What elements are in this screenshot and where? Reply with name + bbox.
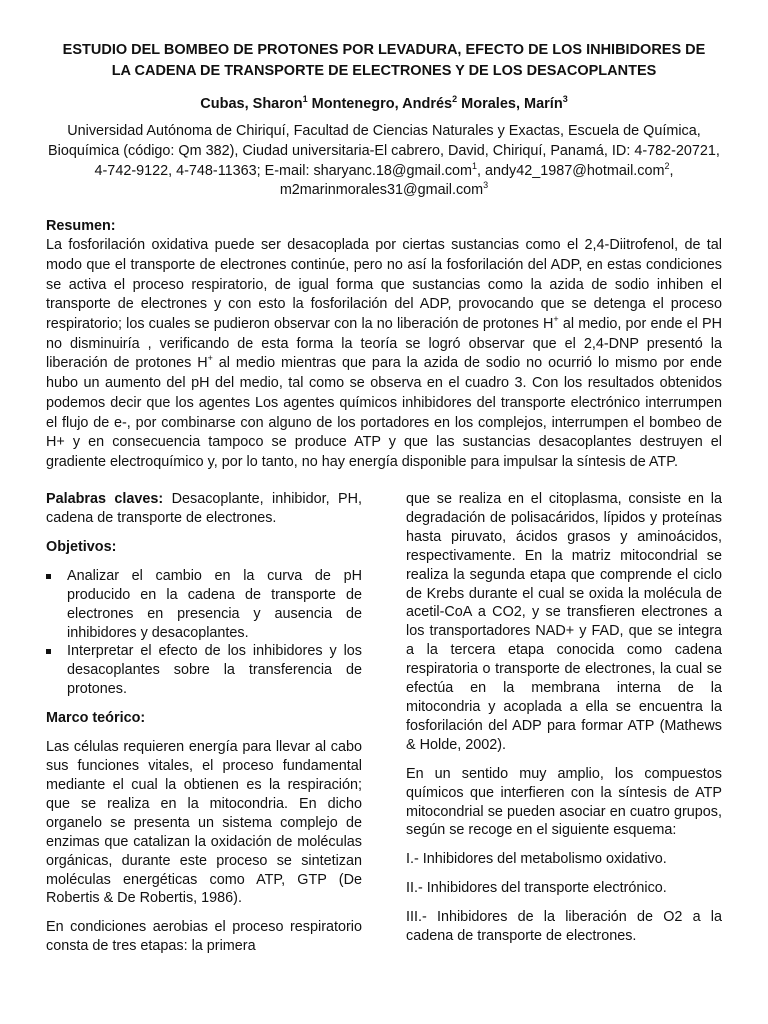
abstract-sup-2: + xyxy=(207,353,213,364)
theory-paragraph-2: En condiciones aerobias el proceso respiratorio consta de tres etapas: la primera xyxy=(46,919,362,955)
author-2-sup: 2 xyxy=(452,94,458,105)
abstract-part-3: al medio mientras que para la azida de sodio no ocurrió lo mismo por ende hubo un aumento del pH del medio, tal como se observa en el cuadro 3. Con los resultados obtenidos podemos decir que los agentes Los agentes químicos inhibidores del transporte electrónico interrumpen el flujo de e-, por combinarse con alguno de los portadores en los complejos, interrumpen el bombeo de H+ y en consecuencia tampoco se produce ATP y que las sustancias desacoplantes destruyen el gradiente electroquímico y, por lo tanto, no hay energía disponible para impulsar la síntesis de ATP. xyxy=(46,355,722,470)
list-item xyxy=(46,642,362,699)
objective-text: Interpretar el efecto de los inhibidores y los desacoplantes sobre la transferencia de protones. xyxy=(67,643,362,698)
right-paragraph-1: que se realiza en el citoplasma, consiste en la degradación de polisacáridos, lípidos y proteínas hasta piruvato, ácidos grasos y aminoácidos, respectivamente. En la matriz mitocondrial se realiza la segunda etapa que comprende el ciclo de Krebs durante el cual se oxida la molécula de acetil-CoA a CO2, y se transfieren electrones a los transportadores NAD+ y FAD, que se integra a la tercera etapa conocida como cadena respiratoria o transporte de electrones, la cual se efectúa en la membrana interna de la mitocondria y acoplada a ella se encuentra la fosforilación del ADP para formar ATP (Mathews & Holde, 2002). xyxy=(406,491,722,753)
objective-text: Analizar el cambio en la curva de pH producido en la cadena de transporte de electrones en presencia y ausencia de inhibidores y desacoplantes. xyxy=(67,567,362,641)
keywords-label: Palabras claves: xyxy=(46,491,164,507)
affiliation-mid: , andy42_1987@hotmail.com xyxy=(477,162,665,179)
paper-title xyxy=(46,40,722,82)
author-3-sup: 3 xyxy=(562,94,568,105)
objectives-heading: Objetivos: xyxy=(46,538,117,555)
theory-heading: Marco teórico: xyxy=(46,710,146,727)
title-line-1: ESTUDIO DEL BOMBEO DE PROTONES POR LEVADURA, EFECTO DE LOS INHIBIDORES DE xyxy=(62,42,706,58)
author-1: Cubas, Sharon xyxy=(200,96,303,112)
group-item-iii: III.- Inhibidores de la liberación de O2 a la cadena de transporte de electrones. xyxy=(406,909,722,945)
affiliation xyxy=(46,122,722,201)
author-2: Montenegro, Andrés xyxy=(307,96,453,112)
keywords-text: Desacoplante, inhibidor, PH, cadena de transporte de electrones. xyxy=(46,491,363,526)
bullet-square-icon xyxy=(46,574,51,579)
list-item xyxy=(46,567,362,643)
left-column xyxy=(46,490,362,966)
affiliation-main: Universidad Autónoma de Chiriquí, Facultad de Ciencias Naturales y Exactas, Escuela de Química, Bioquímica (código: Qm 382), Ciudad universitaria-El cabrero, David, Chiriquí, Panamá, ID: 4-782-20721, 4-742-9122, 4-748-11363; E-mail: sharyanc.18@gmail.com xyxy=(48,123,720,179)
right-column xyxy=(406,490,722,956)
paper-header xyxy=(46,40,722,473)
affiliation-end: , m2marinmorales31@gmail.com xyxy=(279,162,674,199)
abstract-part-1: La fosforilación oxidativa puede ser desacoplada por ciertas sustancias como el 2,4-Diitrofenol, de tal modo que el transporte de electrones continúe, pero no así la fosforilación del ADP, en estas condiciones se activa el proceso respiratorio, de igual forma que sustancias como la azida de sodio inhiben el transporte de electrones y con esto la fosforilación del ADP, provocando que se detenga el proceso respiratorio; los cuales se pudieron observar con la no liberación de protones H xyxy=(46,237,722,332)
abstract-sup-1: + xyxy=(553,314,559,325)
objectives-list xyxy=(46,567,362,699)
keywords xyxy=(46,490,362,528)
bullet-square-icon xyxy=(46,649,51,654)
affiliation-sup-2: 2 xyxy=(664,160,670,171)
group-item-i: I.- Inhibidores del metabolismo oxidativo. xyxy=(406,851,667,868)
abstract-body xyxy=(46,236,722,472)
affiliation-sup-3: 3 xyxy=(483,180,489,191)
abstract-part-2: al medio, por ende el PH no disminuiría , verificando de esta forma la teoría se logró observar que el 2,4-DNP presentó la liberación de protones H xyxy=(46,316,723,372)
author-1-sup: 1 xyxy=(302,94,308,105)
author-3: Morales, Marín xyxy=(457,96,563,112)
title-line-2: LA CADENA DE TRANSPORTE DE ELECTRONES Y DE LOS DESACOPLANTES xyxy=(111,63,657,79)
right-paragraph-2: En un sentido muy amplio, los compuestos químicos que interfieren con la síntesis de ATP mitocondrial se pueden asociar en cuatro grupos, según se recoge en el siguiente esquema: xyxy=(406,765,722,839)
abstract-heading: Resumen: xyxy=(46,218,116,235)
group-item-ii: II.- Inhibidores del transporte electrónico. xyxy=(406,880,667,897)
affiliation-sup-1: 1 xyxy=(472,160,478,171)
author-list xyxy=(46,94,722,114)
theory-paragraph-1: Las células requieren energía para llevar al cabo sus funciones vitales, el proceso fundamental mediante el cual la obtienen es la respiración; que se realiza en la mitocondria. En dicho organelo se presenta un sistema complejo de enzimas que catalizan la oxidación de moléculas orgánicas, durante este proceso se sintetizan moléculas energéticas como ATP, GTP (De Robertis & De Robertis, 1986). xyxy=(46,739,362,907)
